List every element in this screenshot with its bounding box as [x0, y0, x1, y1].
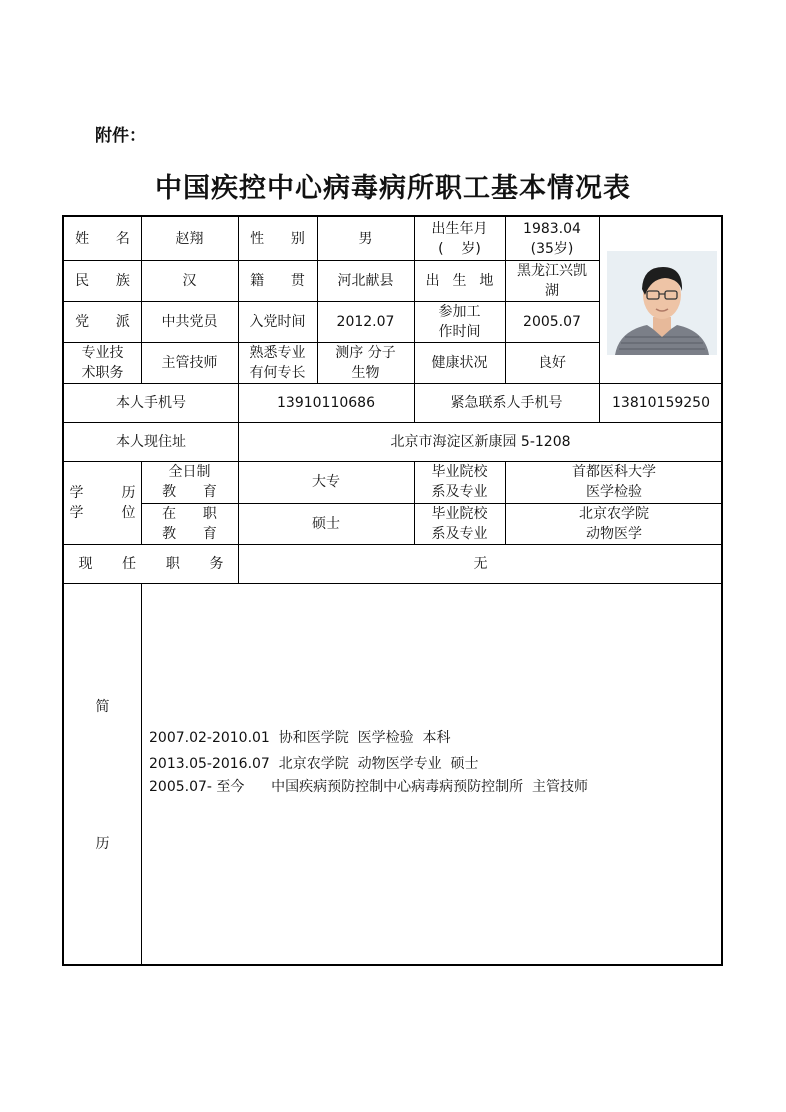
emergency-mobile-label: 紧急联系人手机号 [450, 394, 563, 411]
gender-label: 性 别 [250, 230, 317, 247]
position-value: 无 [473, 555, 488, 572]
ethnicity-label: 民 族 [75, 272, 142, 289]
name-label: 姓 名 [75, 230, 142, 247]
mobile-label: 本人手机号 [116, 394, 186, 411]
parttime-degree-value: 硕士 [312, 515, 340, 532]
resume-entry: 2013.05-2016.07 北京农学院 动物医学专业 硕士 [149, 756, 479, 772]
emergency-mobile-value: 13810159250 [612, 394, 710, 411]
birth-value: 1983.04 (35岁) [523, 220, 581, 257]
position-label: 现 任 职 务 [78, 555, 237, 572]
resume-label-bottom: 历 [95, 836, 110, 852]
parttime-school-label: 毕业院校 系及专业 [431, 505, 488, 542]
mobile-value: 13910110686 [277, 394, 375, 411]
birth-label: 出生年月 ( 岁) [431, 220, 488, 257]
work-start-value: 2005.07 [523, 313, 581, 330]
attachment-label: 附件： [95, 126, 146, 146]
person-portrait-icon [607, 251, 717, 355]
join-party-time-label: 入党时间 [249, 313, 306, 330]
resume-label-top: 简 [95, 699, 110, 715]
name-value: 赵翔 [175, 230, 204, 247]
work-start-label: 参加工 作时间 [438, 303, 481, 340]
page-title: 中国疾控中心病毒病所职工基本情况表 [155, 173, 631, 204]
education-label: 学 历 学 位 [69, 484, 153, 521]
resume-entry: 2005.07- 至今 中国疾病预防控制中心病毒病预防控制所 主管技师 [149, 779, 588, 795]
address-value: 北京市海淀区新康园 5-1208 [390, 433, 571, 450]
fulltime-degree-value: 大专 [312, 474, 340, 490]
health-label: 健康状况 [431, 354, 488, 371]
fulltime-school-value: 首都医科大学 医学检验 [572, 464, 656, 500]
birthplace-label: 出 生 地 [425, 272, 498, 289]
native-place-value: 河北献县 [337, 272, 394, 289]
parttime-education-label: 在 职 教 育 [162, 505, 229, 542]
gender-value: 男 [358, 230, 373, 247]
expertise-label: 熟悉专业 有何专长 [249, 344, 306, 381]
resume-entry: 2007.02-2010.01 协和医学院 医学检验 本科 [149, 730, 451, 746]
profile-photo [607, 251, 717, 355]
party-value: 中共党员 [161, 313, 218, 330]
birthplace-value: 黑龙江兴凯 湖 [517, 262, 587, 299]
join-party-time-value: 2012.07 [336, 313, 395, 330]
fulltime-school-label: 毕业院校 系及专业 [431, 464, 488, 500]
staff-info-form [62, 215, 723, 966]
ethnicity-value: 汉 [182, 272, 197, 289]
parttime-school-value: 北京农学院 动物医学 [579, 505, 649, 542]
party-label: 党 派 [75, 313, 142, 330]
native-place-label: 籍 贯 [250, 272, 317, 289]
professional-title-value: 主管技师 [161, 354, 218, 371]
fulltime-education-label: 全日制 教 育 [162, 464, 229, 500]
professional-title-label: 专业技 术职务 [81, 344, 124, 381]
expertise-value: 测序 分子 生物 [335, 344, 396, 381]
health-value: 良好 [538, 354, 566, 371]
address-label: 本人现住址 [116, 433, 186, 450]
